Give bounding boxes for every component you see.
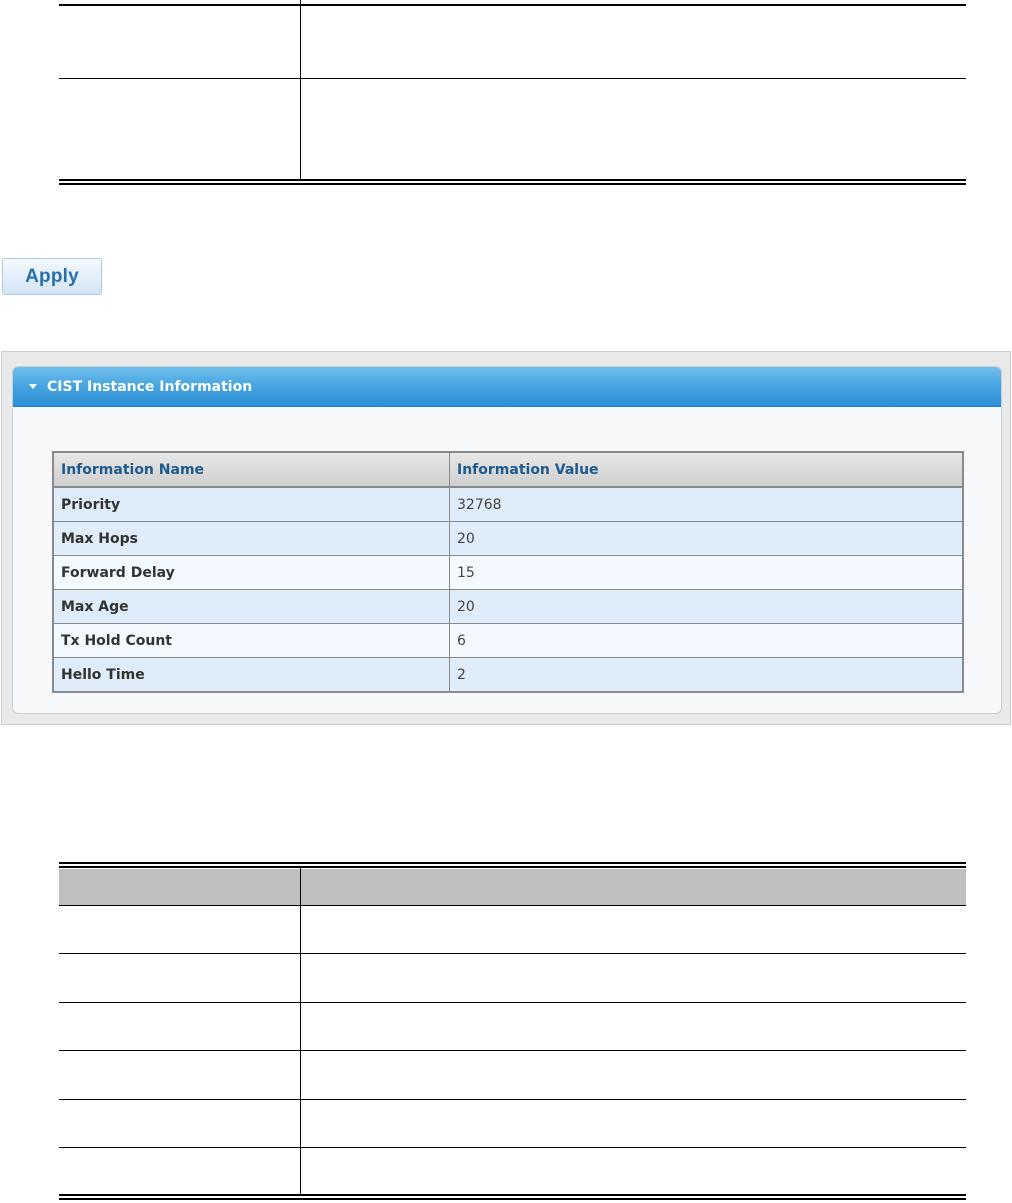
panel-title: CIST Instance Information xyxy=(47,378,253,395)
info-name: Priority xyxy=(53,487,450,522)
info-name: Max Age xyxy=(53,590,450,624)
table-row xyxy=(53,590,963,624)
info-name: Forward Delay xyxy=(53,556,450,590)
info-value: 32768 xyxy=(450,487,964,522)
table-row xyxy=(53,658,963,693)
table-row-divider xyxy=(59,953,966,954)
info-value: 20 xyxy=(450,522,964,556)
table-row-divider xyxy=(59,905,966,906)
table-header-band xyxy=(59,869,966,906)
column-header-name: Information Name xyxy=(53,452,450,487)
table-rule xyxy=(59,4,966,6)
table-rule xyxy=(59,866,966,868)
apply-button[interactable]: Apply xyxy=(2,258,102,295)
table-row xyxy=(53,556,963,590)
info-name: Tx Hold Count xyxy=(53,624,450,658)
table-row xyxy=(53,522,963,556)
table-row xyxy=(53,624,963,658)
table-column-divider xyxy=(300,0,301,181)
table-column-divider xyxy=(300,868,301,1195)
info-name: Max Hops xyxy=(53,522,450,556)
table-rule xyxy=(59,179,966,181)
cist-instance-panel xyxy=(12,366,1002,714)
description-table-bottom xyxy=(59,862,966,1203)
table-header-row xyxy=(53,452,963,487)
table-rule xyxy=(59,183,966,185)
table-row-divider xyxy=(59,78,966,79)
table-row-divider xyxy=(59,1099,966,1100)
table-row xyxy=(53,487,963,522)
info-value: 2 xyxy=(450,658,964,693)
cist-panel-frame xyxy=(1,351,1011,725)
column-header-value: Information Value xyxy=(450,452,964,487)
table-rule xyxy=(59,1198,966,1200)
info-value: 6 xyxy=(450,624,964,658)
table-row-divider xyxy=(59,1002,966,1003)
table-rule xyxy=(59,862,966,864)
table-row-divider xyxy=(59,1147,966,1148)
info-name: Hello Time xyxy=(53,658,450,693)
table-rule xyxy=(59,1194,966,1196)
info-value: 20 xyxy=(450,590,964,624)
caret-down-icon xyxy=(29,384,37,389)
cist-info-table xyxy=(52,451,964,693)
table-row-divider xyxy=(59,1050,966,1051)
panel-header[interactable] xyxy=(13,367,1001,407)
description-table-top xyxy=(59,0,966,186)
info-value: 15 xyxy=(450,556,964,590)
